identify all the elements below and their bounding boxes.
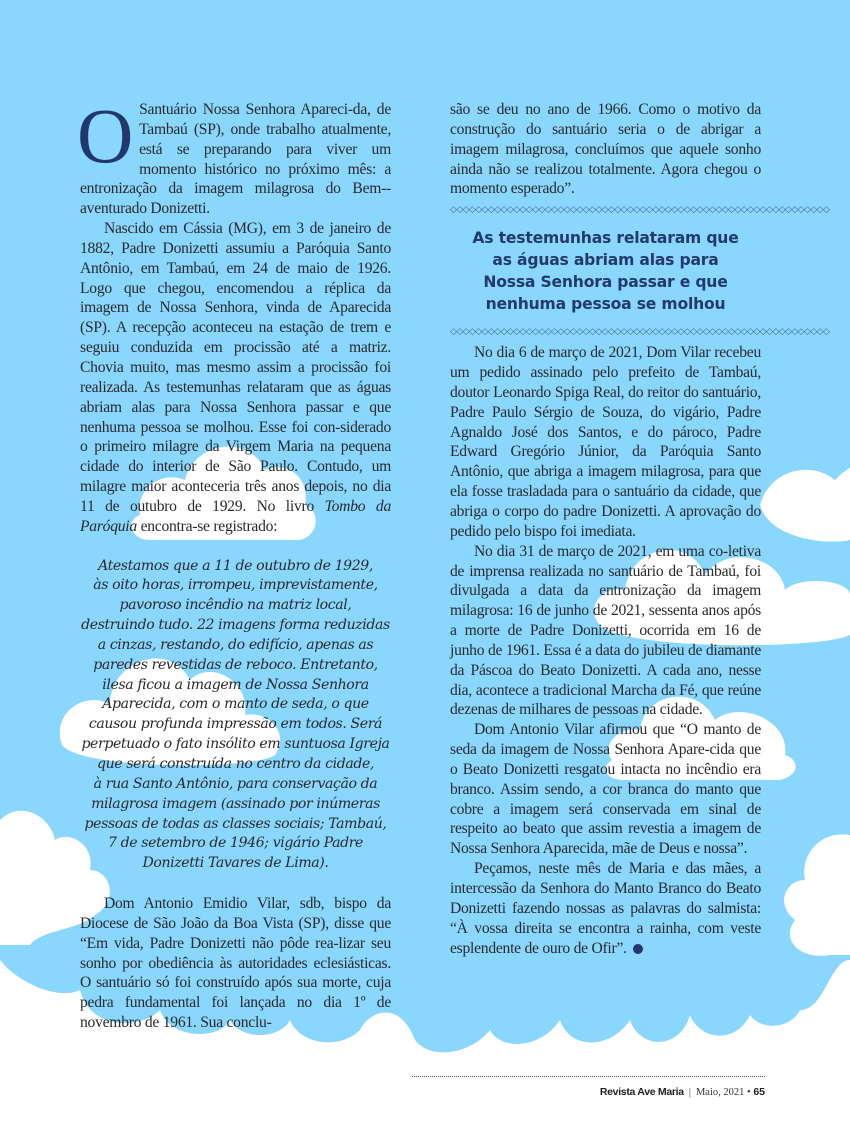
drop-cap: O [77,92,134,179]
pull-quote-line: As testemunhas relataram que [472,229,739,248]
pull-quote [450,227,761,315]
quote-line: a cinzas, restando, do edifício, apenas as [97,636,374,653]
quote-line: pessoas de todas as classes sociais; Tambaú, [84,815,387,832]
quote-line: milagrosa imagem (assinado por inúmeras [91,795,380,812]
quote-line: 7 de setembro de 1946; vigário Padre [108,835,363,852]
closing-paragraph [450,859,761,958]
paragraph-text: encontra-se registrado: [140,517,278,535]
paragraph: No dia 31 de março de 2021, em uma co-letiva de imprensa realizada no santuário de Tambaú, foi divulgada a data da entronização da imagem milagrosa: 16 de junho de 2021, sessenta anos após a morte de Padre Donizetti, ocorrida em 16 de junho de 1961. Essa é a data do jubileu de diamante da Páscoa do Beato Donizetti. A cada ano, nesse dia, acontece a tradicional Marcha da Fé, que reúne dezenas de milhares de pessoas na cidade. [450,542,761,719]
page-footer [600,1086,765,1098]
issue-date: Maio, 2021 [695,1087,745,1098]
quote-line: Aparecida, com o manto de seda, o que [102,696,369,713]
footer-rule [412,1076,765,1077]
pull-quote-line: nenhuma pessoa se molhou [485,295,726,314]
page-number: 65 [753,1086,765,1098]
quote-line: à rua Santo Antônio, para conservação da [93,775,378,792]
ornament-divider-top: ◇◇◇◇◇◇◇◇◇◇◇◇◇◇◇◇◇◇◇◇◇◇◇◇◇◇◇◇◇◇◇◇◇◇◇◇◇◇◇◇◇◇◇◇◇◇◇◇◇◇◇◇◇◇◇◇◇◇◇◇ [450,205,830,216]
paragraph: são se deu no ano de 1966. Como o motivo da construção do santuário seria o de abrigar a imagem milagrosa, concluímos que aquele sonho ainda não se realizou totalmente. Agora chegou o momento esperado”. [450,101,761,198]
quote-line: Donizetti Tavares de Lima). [142,855,329,872]
pull-quote-line: as águas abriam alas para [492,251,719,270]
paragraph: Dom Antonio Vilar afirmou que “O manto de seda da imagem de Nossa Senhora Apare-cida que o Beato Donizetti resgatou intacta no incêndio era branco. Assim sendo, a cor branca do manto que cobre a imagem será conservada em sinal de respeito ao beato que assim revestia a imagem de Nossa Senhora Aparecida, mãe de Deus e nossa”. [450,721,761,858]
article-column-right [450,100,830,958]
quote-line: pavoroso incêndio na matriz local, [119,597,352,614]
quote-line: ilesa ficou a imagem de Nossa Senhora [102,676,369,693]
quote-line: Atestamos que a 11 de outubro de 1929, [98,557,373,574]
paragraph: Dom Antonio Emidio Vilar, sdb, bispo da Diocese de São João da Boa Vista (SP), disse que “Em vida, Padre Donizetti não pôde rea-lizar seu sonho por obediência às autoridades eclesiásticas. O santuário só foi construído após sua morte, cuja pedra fundamental foi lançada no dia 1º de novembro de 1961. Sua conclu- [80,895,391,1032]
quote-line: que será construída no centro da cidade, [97,756,374,772]
quote-line: causou profunda impressão em todos. Será [88,716,383,733]
footer-bullet: • [747,1087,751,1098]
quote-line: destruindo tudo. 22 imagens forma reduzidas [81,617,390,634]
magazine-name: Revista Ave Maria [599,1086,684,1098]
ornament-divider-bottom: ◇◇◇◇◇◇◇◇◇◇◇◇◇◇◇◇◇◇◇◇◇◇◇◇◇◇◇◇◇◇◇◇◇◇◇◇◇◇◇◇◇◇◇◇◇◇◇◇◇◇◇◇◇◇◇◇◇◇◇◇ [450,327,830,338]
pull-quote-line: Nossa Senhora passar e que [483,273,728,292]
opening-paragraph [77,92,391,219]
end-mark-icon [633,944,643,954]
paragraph [80,219,391,537]
book-title: Tombo da Paróquia [80,497,391,535]
block-quote [80,557,391,875]
article-column-left [77,92,391,1033]
paragraph-text: Peçamos, neste mês de Maria e das mães, a intercessão da Senhora do Manto Branco do Beato Donizetti fazendo nossas as palavras do salmista: “À vossa direita se encontra a rainha, com veste esplendente de ouro de Ofir”. [450,860,761,957]
paragraph: No dia 6 de março de 2021, Dom Vilar recebeu um pedido assinado pelo prefeito de Tambaú, doutor Leonardo Spiga Real, do reitor do santuário, Padre Paulo Sérgio de Souza, do vigário, Padre Agnaldo José dos Santos, e do pároco, Padre Edward Gregório Júnior, da Paróquia Santo Antônio, que abriga a imagem milagrosa, para que ela fosse trasladada para o santuário da cidade, que abriga o corpo do padre Donizetti. A aprovação do pedido pelo bispo foi imediata. [450,344,761,540]
opening-text: Santuário Nossa Senhora Apareci-da, de Tambaú (SP), onde trabalho atualmente, está se preparando para viver um momento histórico no próximo mês: a entronização da imagem milagrosa do Bem--aventurado Donizetti. [80,101,391,218]
paragraph-text: Nascido em Cássia (MG), em 3 de janeiro de 1882, Padre Donizetti assumiu a Paróquia Santo Antônio, em Tambaú, em 24 de maio de 1926. Logo que chegou, encomendou a réplica da imagem de Nossa Senhora, vinda de Aparecida (SP). A recepção aconteceu na estação de trem e seguiu conduzida em procissão até a matriz. Chovia muito, mas mesmo assim a procissão foi realizada. As testemunhas relataram que as águas abriam alas para Nossa Senhora passar e que nenhuma pessoa se molhou. Esse foi con-siderado o primeiro milagre da Virgem Maria na pequena cidade do interior de São Paulo. Contudo, um milagre maior aconteceria três anos depois, no dia 11 de outubro de 1929. No livro [80,220,391,515]
quote-line: perpetuado o fato insólito em suntuosa Igreja [81,736,390,753]
quote-line: às oito horas, irrompeu, imprevistamente, [93,577,378,594]
footer-separator: | [688,1087,691,1098]
quote-line: paredes revestidas de reboco. Entretanto, [93,656,378,673]
